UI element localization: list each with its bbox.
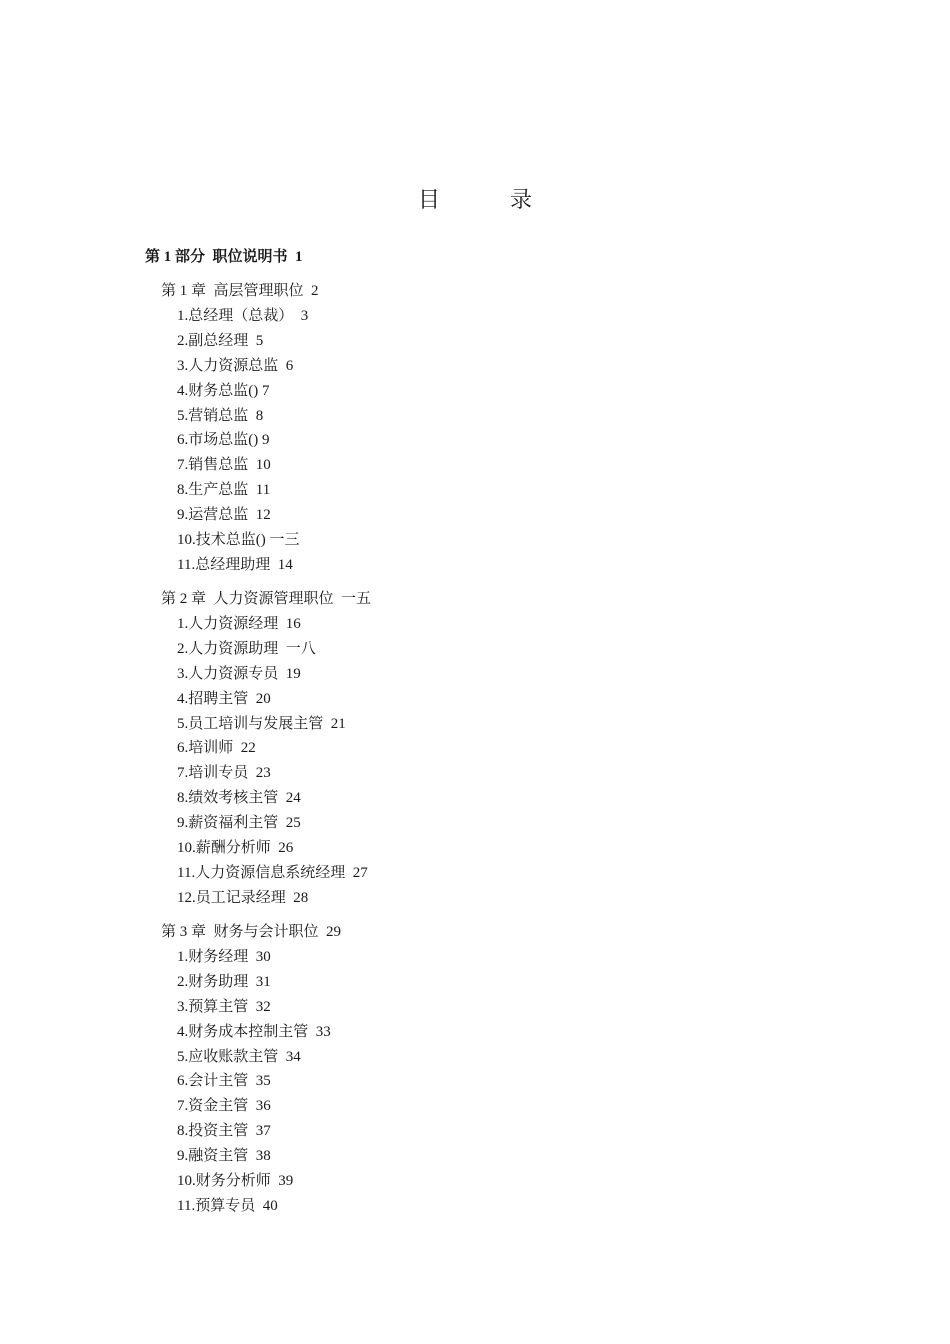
toc-entry[interactable]: 9.融资主管 38 bbox=[177, 1148, 271, 1165]
toc-entry[interactable]: 11.预算专员 40 bbox=[177, 1197, 278, 1214]
toc-chapter-2 bbox=[145, 587, 371, 911]
toc-entry[interactable]: 7.资金主管 36 bbox=[177, 1098, 271, 1115]
toc-entry[interactable]: 8.生产总监 11 bbox=[177, 482, 271, 499]
toc-chapter-title[interactable]: 第 2 章 人力资源管理职位 一五 bbox=[161, 591, 372, 607]
toc-chapter-3 bbox=[145, 920, 341, 1219]
toc-entry[interactable]: 9.薪资福利主管 25 bbox=[177, 815, 301, 832]
toc-entry[interactable]: 10.薪酬分析师 26 bbox=[177, 840, 294, 857]
page-title: 目 录 bbox=[417, 187, 556, 212]
toc-entry[interactable]: 6.培训师 22 bbox=[177, 740, 256, 757]
toc-entry[interactable]: 11.总经理助理 14 bbox=[177, 556, 293, 573]
toc-entry[interactable]: 7.销售总监 10 bbox=[177, 457, 271, 474]
toc-entry[interactable]: 4.财务总监() 7 bbox=[177, 382, 270, 399]
toc-entry[interactable]: 7.培训专员 23 bbox=[177, 765, 271, 782]
toc-entry-list bbox=[145, 612, 371, 911]
toc-entry[interactable]: 12.员工记录经理 28 bbox=[177, 889, 309, 906]
toc-entry[interactable]: 2.财务助理 31 bbox=[177, 973, 271, 990]
toc-entry[interactable]: 2.人力资源助理 一八 bbox=[177, 640, 316, 657]
toc-chapter-title[interactable]: 第 3 章 财务与会计职位 29 bbox=[161, 924, 342, 940]
toc-entry[interactable]: 10.技术总监() 一三 bbox=[177, 532, 300, 549]
toc-entry-list bbox=[145, 945, 341, 1219]
toc-entry[interactable]: 9.运营总监 12 bbox=[177, 507, 271, 524]
toc-entry[interactable]: 1.财务经理 30 bbox=[177, 949, 271, 965]
toc-entry[interactable]: 10.财务分析师 39 bbox=[177, 1173, 294, 1190]
toc-entry[interactable]: 4.财务成本控制主管 33 bbox=[177, 1023, 331, 1040]
toc-chapter-1 bbox=[145, 279, 319, 578]
toc-entry[interactable]: 6.市场总监() 9 bbox=[177, 432, 270, 449]
toc-entry[interactable]: 3.人力资源总监 6 bbox=[177, 357, 294, 374]
toc-chapter-title[interactable]: 第 1 章 高层管理职位 2 bbox=[161, 283, 319, 299]
toc-part-heading[interactable]: 第 1 部分 职位说明书 1 bbox=[145, 249, 303, 265]
toc-entry[interactable]: 8.绩效考核主管 24 bbox=[177, 790, 301, 807]
toc-entry-list bbox=[145, 304, 319, 578]
toc-entry[interactable]: 5.营销总监 8 bbox=[177, 407, 264, 424]
toc-entry[interactable]: 6.会计主管 35 bbox=[177, 1073, 271, 1090]
toc-entry[interactable]: 5.员工培训与发展主管 21 bbox=[177, 715, 346, 732]
toc-entry[interactable]: 1.总经理（总裁） 3 bbox=[177, 308, 309, 324]
toc-entry[interactable]: 4.招聘主管 20 bbox=[177, 690, 271, 707]
toc-entry[interactable]: 11.人力资源信息系统经理 27 bbox=[177, 864, 368, 881]
toc-entry[interactable]: 5.应收账款主管 34 bbox=[177, 1048, 301, 1065]
toc-entry[interactable]: 8.投资主管 37 bbox=[177, 1123, 271, 1140]
toc-entry[interactable]: 3.预算主管 32 bbox=[177, 998, 271, 1015]
toc-entry[interactable]: 3.人力资源专员 19 bbox=[177, 665, 301, 682]
toc-entry[interactable]: 1.人力资源经理 16 bbox=[177, 616, 301, 632]
toc-entry[interactable]: 2.副总经理 5 bbox=[177, 332, 264, 349]
